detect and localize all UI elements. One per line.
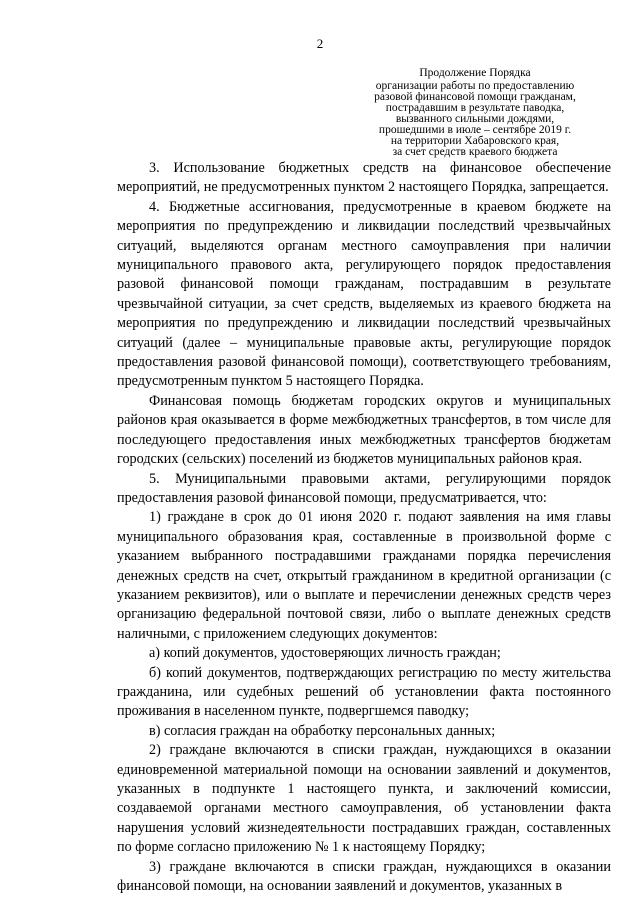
paragraph-subitem-a: а) копий документов, удостоверяющих личность граждан;	[149, 645, 501, 662]
paragraph-financial-aid: Финансовая помощь бюджетам городских округов и муниципальных районов края оказывается в форме межбюджетных трансфертов, в том числе для последующего предоставления иных межбюджетных трансфертов бюджетам городских (сельских) поселений из бюджетов муниципальных районов края.	[117, 392, 611, 468]
header-line: прошедшими в июле – сентябре 2019 г.	[378, 124, 572, 136]
header-line: пострадавшим в результате паводка,	[385, 102, 565, 114]
header-line: на территории Хабаровского края,	[390, 135, 560, 147]
header-line: разовой финансовой помощи гражданам,	[374, 91, 576, 103]
paragraph-item-3: 3. Использование бюджетных средств на финансовое обеспечение мероприятий, не предусмотренных пунктом 2 настоящего Порядка, запрещается.	[117, 160, 611, 196]
header-title: Продолжение Порядка	[419, 67, 531, 79]
document-body	[117, 159, 611, 896]
paragraph-item-5: 5. Муниципальными правовыми актами, регулирующими порядок предоставления разовой финансовой помощи, предусматривается, что:	[117, 470, 611, 506]
paragraph-subitem-b: б) копий документов, подтверждающих регистрацию по месту жительства гражданина, или судебных решений об установлении факта постоянного проживания в населенном пункте, подвергшемся паводку;	[117, 664, 611, 720]
header-line: вызванного сильными дождями,	[395, 113, 555, 125]
header-line: организации работы по предоставлению	[375, 80, 575, 92]
paragraph-item-4: 4. Бюджетные ассигнования, предусмотренные в краевом бюджете на мероприятия по предупреждению и ликвидации последствий чрезвычайных ситуаций, выделяются органам местного самоуправления при наличии муниципального правового акта, регулирующего порядок предоставления разовой финансовой помощи гражданам, пострадавшим в результате чрезвычайной ситуации, за счет средств, выделяемых из краевого бюджета на мероприятия по предупреждению и ликвидации последствий чрезвычайных ситуаций (далее – муниципальные правовые акты, регулирующие порядок предоставления разовой финансовой помощи), соответствующего требованиям, предусмотренным пунктом 5 настоящего Порядка.	[117, 198, 611, 390]
paragraph-subitem-3: 3) граждане включаются в списки граждан, нуждающихся в оказании финансовой помощи, на основании заявлений и документов, указанных в	[117, 858, 611, 895]
paragraph-subitem-v: в) согласия граждан на обработку персональных данных;	[149, 722, 496, 739]
header-line: за счет средств краевого бюджета	[392, 146, 558, 158]
document-header	[340, 68, 610, 158]
paragraph-subitem-2: 2) граждане включаются в списки граждан, нуждающихся в оказании единовременной материальной помощи на основании заявлений и документов, указанных в подпункте 1 настоящего пункта, и заключений комиссии, создаваемой органами местного самоуправления, об установлении факта нарушения условий жизнедеятельности пострадавших граждан, составленных по форме согласно приложению № 1 к настоящему Порядку;	[117, 742, 611, 856]
paragraph-subitem-1: 1) граждане в срок до 01 июня 2020 г. подают заявления на имя главы муниципального образования края, составленные в произвольной форме с указанием выбранного пострадавшими гражданами порядка перечисления денежных средств на счет, открытый гражданином в кредитной организации (с указанием реквизитов), или о выплате и перечислении денежных средств через организацию федеральной почтовой связи, либо о выплате денежных средств наличными, с приложением следующих документов:	[117, 509, 611, 642]
page-number: 2	[316, 36, 324, 51]
